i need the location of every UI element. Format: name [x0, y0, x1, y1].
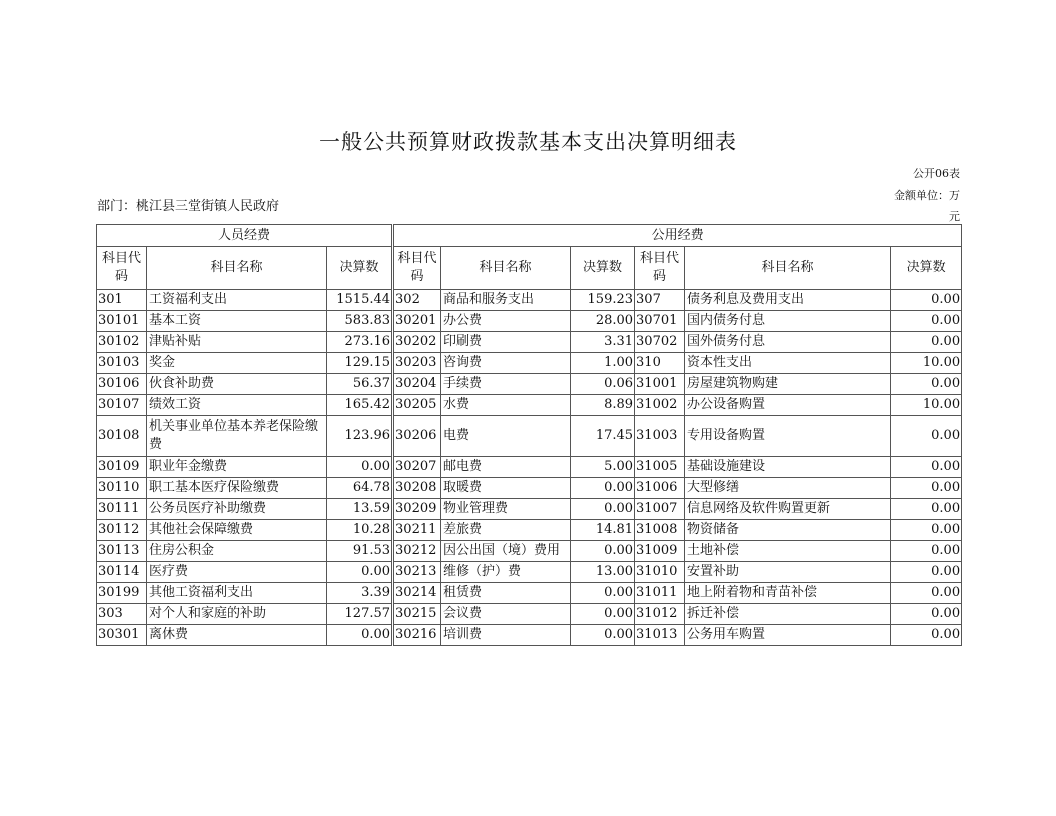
table-row [97, 311, 962, 332]
public-name-cell: 维修（护）费 [441, 562, 571, 583]
capital-code-cell: 31009 [635, 541, 685, 562]
capital-code-cell: 31001 [635, 374, 685, 395]
header-name: 科目名称 [685, 247, 891, 290]
public-code-cell: 30208 [393, 478, 441, 499]
personnel-amount-cell: 91.53 [327, 541, 393, 562]
capital-name-cell: 专用设备购置 [685, 416, 891, 457]
table-row [97, 353, 962, 374]
expenditure-table [96, 224, 962, 646]
capital-amount-cell: 0.00 [891, 478, 962, 499]
personnel-code-cell: 30108 [97, 416, 147, 457]
capital-name-cell: 拆迁补偿 [685, 604, 891, 625]
public-code-cell: 30215 [393, 604, 441, 625]
table-row [97, 625, 962, 646]
capital-name-cell: 物资储备 [685, 520, 891, 541]
capital-code-cell: 31012 [635, 604, 685, 625]
personnel-code-cell: 30113 [97, 541, 147, 562]
capital-name-cell: 地上附着物和青苗补偿 [685, 583, 891, 604]
personnel-name-cell: 医疗费 [147, 562, 327, 583]
public-amount-cell: 13.00 [571, 562, 635, 583]
personnel-name-cell: 职工基本医疗保险缴费 [147, 478, 327, 499]
personnel-amount-cell: 165.42 [327, 395, 393, 416]
public-amount-cell: 0.00 [571, 499, 635, 520]
capital-code-cell: 31007 [635, 499, 685, 520]
personnel-code-cell: 30109 [97, 457, 147, 478]
personnel-code-cell: 30112 [97, 520, 147, 541]
capital-amount-cell: 0.00 [891, 604, 962, 625]
table-row [97, 520, 962, 541]
personnel-name-cell: 工资福利支出 [147, 290, 327, 311]
personnel-amount-cell: 0.00 [327, 625, 393, 646]
public-name-cell: 电费 [441, 416, 571, 457]
public-code-cell: 30212 [393, 541, 441, 562]
public-name-cell: 物业管理费 [441, 499, 571, 520]
personnel-amount-cell: 56.37 [327, 374, 393, 395]
personnel-name-cell: 奖金 [147, 353, 327, 374]
capital-code-cell: 307 [635, 290, 685, 311]
capital-name-cell: 基础设施建设 [685, 457, 891, 478]
table-row [97, 499, 962, 520]
public-name-cell: 商品和服务支出 [441, 290, 571, 311]
public-amount-cell: 0.06 [571, 374, 635, 395]
capital-name-cell: 资本性支出 [685, 353, 891, 374]
public-name-cell: 差旅费 [441, 520, 571, 541]
personnel-amount-cell: 10.28 [327, 520, 393, 541]
page-title: 一般公共预算财政拨款基本支出决算明细表 [319, 130, 737, 154]
public-code-cell: 30201 [393, 311, 441, 332]
form-number: 公开06表 [913, 167, 960, 180]
capital-amount-cell: 0.00 [891, 332, 962, 353]
public-name-cell: 手续费 [441, 374, 571, 395]
personnel-amount-cell: 127.57 [327, 604, 393, 625]
header-amount: 决算数 [327, 247, 393, 290]
section-public: 公用经费 [393, 225, 962, 247]
public-code-cell: 30204 [393, 374, 441, 395]
section-personnel: 人员经费 [97, 225, 393, 247]
personnel-name-cell: 公务员医疗补助缴费 [147, 499, 327, 520]
capital-code-cell: 31003 [635, 416, 685, 457]
capital-name-cell: 国内债务付息 [685, 311, 891, 332]
personnel-code-cell: 30114 [97, 562, 147, 583]
public-amount-cell: 3.31 [571, 332, 635, 353]
table-body [97, 290, 962, 646]
public-code-cell: 302 [393, 290, 441, 311]
public-code-cell: 30213 [393, 562, 441, 583]
table-row [97, 374, 962, 395]
table-row [97, 332, 962, 353]
public-code-cell: 30203 [393, 353, 441, 374]
personnel-name-cell: 对个人和家庭的补助 [147, 604, 327, 625]
capital-name-cell: 安置补助 [685, 562, 891, 583]
capital-code-cell: 30701 [635, 311, 685, 332]
capital-name-cell: 公务用车购置 [685, 625, 891, 646]
table-row [97, 416, 962, 457]
capital-name-cell: 大型修缮 [685, 478, 891, 499]
capital-amount-cell: 0.00 [891, 562, 962, 583]
public-amount-cell: 0.00 [571, 604, 635, 625]
header-name: 科目名称 [441, 247, 571, 290]
public-name-cell: 办公费 [441, 311, 571, 332]
capital-amount-cell: 10.00 [891, 353, 962, 374]
personnel-name-cell: 津贴补贴 [147, 332, 327, 353]
public-code-cell: 30205 [393, 395, 441, 416]
capital-code-cell: 31008 [635, 520, 685, 541]
capital-amount-cell: 0.00 [891, 374, 962, 395]
public-amount-cell: 0.00 [571, 583, 635, 604]
personnel-amount-cell: 123.96 [327, 416, 393, 457]
public-code-cell: 30207 [393, 457, 441, 478]
personnel-amount-cell: 273.16 [327, 332, 393, 353]
personnel-name-cell: 机关事业单位基本养老保险缴费 [147, 416, 327, 457]
public-code-cell: 30214 [393, 583, 441, 604]
public-name-cell: 租赁费 [441, 583, 571, 604]
public-amount-cell: 17.45 [571, 416, 635, 457]
capital-amount-cell: 0.00 [891, 541, 962, 562]
public-amount-cell: 5.00 [571, 457, 635, 478]
public-amount-cell: 1.00 [571, 353, 635, 374]
personnel-amount-cell: 1515.44 [327, 290, 393, 311]
personnel-amount-cell: 64.78 [327, 478, 393, 499]
header-code: 科目代码 [393, 247, 441, 290]
personnel-amount-cell: 13.59 [327, 499, 393, 520]
public-amount-cell: 0.00 [571, 625, 635, 646]
public-code-cell: 30216 [393, 625, 441, 646]
public-code-cell: 30209 [393, 499, 441, 520]
personnel-code-cell: 30111 [97, 499, 147, 520]
public-amount-cell: 8.89 [571, 395, 635, 416]
table-row [97, 395, 962, 416]
public-amount-cell: 28.00 [571, 311, 635, 332]
personnel-name-cell: 离休费 [147, 625, 327, 646]
public-name-cell: 印刷费 [441, 332, 571, 353]
capital-code-cell: 31006 [635, 478, 685, 499]
personnel-name-cell: 伙食补助费 [147, 374, 327, 395]
table-row [97, 290, 962, 311]
table-row [97, 541, 962, 562]
personnel-code-cell: 30102 [97, 332, 147, 353]
header-amount: 决算数 [571, 247, 635, 290]
capital-name-cell: 房屋建筑物购建 [685, 374, 891, 395]
capital-amount-cell: 0.00 [891, 290, 962, 311]
capital-code-cell: 31002 [635, 395, 685, 416]
table-row [97, 457, 962, 478]
capital-name-cell: 信息网络及软件购置更新 [685, 499, 891, 520]
public-code-cell: 30202 [393, 332, 441, 353]
personnel-amount-cell: 0.00 [327, 457, 393, 478]
public-name-cell: 因公出国（境）费用 [441, 541, 571, 562]
capital-code-cell: 31010 [635, 562, 685, 583]
header-name: 科目名称 [147, 247, 327, 290]
header-amount: 决算数 [891, 247, 962, 290]
capital-amount-cell: 0.00 [891, 416, 962, 457]
column-header-row [97, 247, 962, 290]
public-amount-cell: 0.00 [571, 541, 635, 562]
capital-name-cell: 国外债务付息 [685, 332, 891, 353]
department-label: 部门：桃江县三堂街镇人民政府 [97, 199, 280, 214]
capital-amount-cell: 0.00 [891, 311, 962, 332]
personnel-code-cell: 30110 [97, 478, 147, 499]
public-amount-cell: 14.81 [571, 520, 635, 541]
header-code: 科目代码 [635, 247, 685, 290]
personnel-amount-cell: 0.00 [327, 562, 393, 583]
public-amount-cell: 159.23 [571, 290, 635, 311]
amount-unit-label-cont: 元 [949, 210, 960, 223]
capital-name-cell: 土地补偿 [685, 541, 891, 562]
capital-amount-cell: 0.00 [891, 625, 962, 646]
personnel-code-cell: 30199 [97, 583, 147, 604]
public-name-cell: 会议费 [441, 604, 571, 625]
personnel-amount-cell: 3.39 [327, 583, 393, 604]
table-row [97, 562, 962, 583]
personnel-name-cell: 基本工资 [147, 311, 327, 332]
section-header-row [97, 225, 962, 247]
capital-name-cell: 债务利息及费用支出 [685, 290, 891, 311]
personnel-name-cell: 绩效工资 [147, 395, 327, 416]
public-amount-cell: 0.00 [571, 478, 635, 499]
public-name-cell: 培训费 [441, 625, 571, 646]
personnel-code-cell: 30301 [97, 625, 147, 646]
personnel-amount-cell: 129.15 [327, 353, 393, 374]
capital-code-cell: 310 [635, 353, 685, 374]
capital-amount-cell: 0.00 [891, 520, 962, 541]
capital-amount-cell: 0.00 [891, 499, 962, 520]
capital-code-cell: 31005 [635, 457, 685, 478]
personnel-name-cell: 其他工资福利支出 [147, 583, 327, 604]
public-name-cell: 咨询费 [441, 353, 571, 374]
table-row [97, 604, 962, 625]
personnel-name-cell: 职业年金缴费 [147, 457, 327, 478]
capital-name-cell: 办公设备购置 [685, 395, 891, 416]
capital-code-cell: 31011 [635, 583, 685, 604]
personnel-code-cell: 30101 [97, 311, 147, 332]
capital-code-cell: 31013 [635, 625, 685, 646]
public-code-cell: 30206 [393, 416, 441, 457]
personnel-amount-cell: 583.83 [327, 311, 393, 332]
capital-code-cell: 30702 [635, 332, 685, 353]
capital-amount-cell: 0.00 [891, 457, 962, 478]
public-name-cell: 水费 [441, 395, 571, 416]
public-code-cell: 30211 [393, 520, 441, 541]
capital-amount-cell: 0.00 [891, 583, 962, 604]
public-name-cell: 取暖费 [441, 478, 571, 499]
personnel-name-cell: 住房公积金 [147, 541, 327, 562]
personnel-name-cell: 其他社会保障缴费 [147, 520, 327, 541]
personnel-code-cell: 301 [97, 290, 147, 311]
table-row [97, 478, 962, 499]
public-name-cell: 邮电费 [441, 457, 571, 478]
table-row [97, 583, 962, 604]
capital-amount-cell: 10.00 [891, 395, 962, 416]
personnel-code-cell: 30103 [97, 353, 147, 374]
personnel-code-cell: 30106 [97, 374, 147, 395]
amount-unit-label: 金额单位：万 [894, 189, 960, 202]
personnel-code-cell: 303 [97, 604, 147, 625]
personnel-code-cell: 30107 [97, 395, 147, 416]
header-code: 科目代码 [97, 247, 147, 290]
